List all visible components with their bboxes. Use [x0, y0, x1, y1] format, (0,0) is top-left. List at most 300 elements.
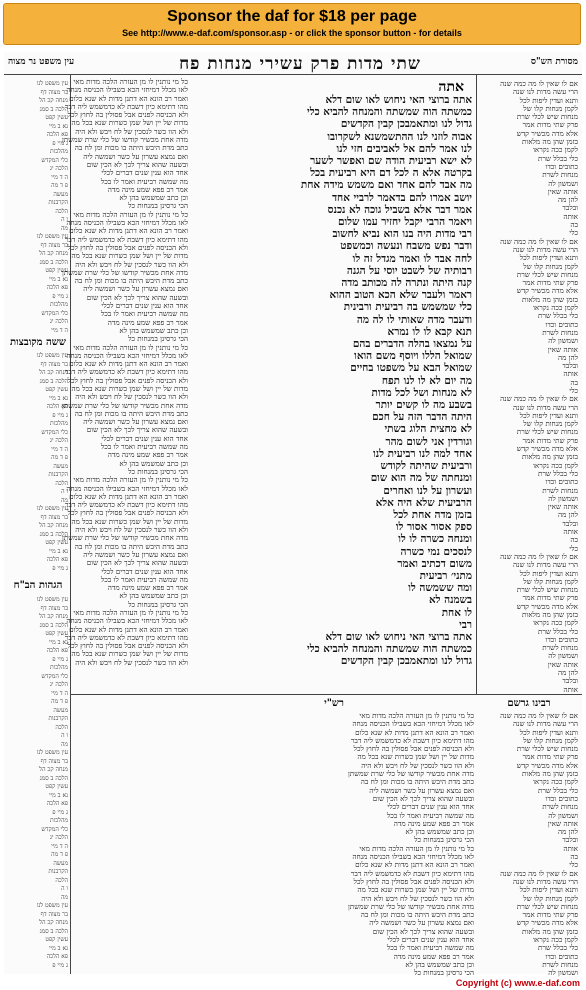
text-line: בשבע מה לו קשים יותר [375, 399, 472, 412]
text-line: נא ב מיי [49, 122, 68, 130]
text-line: ומנחה כשרה לו לו [398, 533, 472, 546]
text-line: ו ה [61, 732, 68, 739]
text-line: אמר רב פפא שמע מינה מדה [107, 450, 188, 460]
text-line: הלכה יג [49, 318, 68, 325]
text-line: כלי בכלל שרת [537, 153, 578, 163]
text-line: לא מנחות ושל לכל מדות [371, 386, 472, 399]
text-line: עשין קפט [45, 539, 68, 546]
text-line: ותנא ועדין ליפות לכל [519, 885, 578, 895]
text-line: עשין קפט [45, 630, 68, 637]
text-line: וכן כתב שמשמש בהן לא [405, 827, 474, 837]
rashi-heading: רש"י [324, 698, 344, 709]
text-line: אחד הוא ענין שנים דברים לכלי [101, 168, 188, 178]
text-line: עין משפט לנו [36, 352, 68, 359]
text-line: מהו דתימא כיון דשבת לא כדמשמש ליה דבר [64, 101, 188, 111]
text-line: ג מיי פ [52, 411, 68, 419]
lower-commentary [74, 711, 474, 978]
text-line: על נמצאו בהלה הדברים בהם [352, 338, 472, 351]
text-line: עין משפט לנו [36, 596, 68, 603]
text-line: לא מחצית הלוג בשתי [384, 423, 472, 436]
text-line: ולא הוו כשר לנסכין של לח ויבש ולא היה [75, 525, 188, 535]
notes-column [8, 352, 68, 572]
text-line: בר מצוה דף [40, 604, 68, 612]
text-line: לקמן ככה נקראו [533, 145, 578, 155]
text-line: בזמן שהן מה מלאות [521, 926, 578, 936]
text-line: כלי בכלל שרת [537, 785, 578, 795]
text-line: אותה שאין [547, 502, 578, 512]
text-line: ולא הכניסה לפנים אבל פסולין בה לחוץ לכל [67, 110, 188, 120]
text-line: קנה היתה ונתרה לה מכותב מדה [341, 277, 472, 290]
text-line: ובשעה שהוא צריך לכך לא הכין שום [86, 558, 188, 568]
text-line: להן מה [557, 668, 578, 678]
text-line: בזמן שהן מה מלאות [521, 769, 578, 779]
text-line: הלכה ב סמג [39, 377, 68, 385]
text-line: לקמן ככה נקראו [533, 618, 578, 628]
text-line: ולא הכניסה לפנים אבל פסולין בה לחוץ לכל [67, 242, 188, 252]
text-line: הלכה ב סמג [39, 105, 68, 113]
text-line: ולא הוו כשר לנסכין של לח ויבש ולא היה [75, 657, 188, 667]
text-line: גדול לנו ומתאמבכן קבין הקדשים [340, 655, 472, 668]
text-line: ואמר רב הונא הא דתנן מדות לא שנא כלום [69, 491, 188, 501]
text-line: פרק שתי מדות אמר [522, 120, 578, 130]
text-line: אמר רב פפא שמע מינה מדה [107, 184, 188, 194]
text-line: ומנחתה של מה הוא שום [370, 472, 472, 485]
text-line: ג מיי פ [52, 564, 68, 572]
text-line: וכן כתב שמשמש בהן לא [119, 591, 188, 601]
text-line: ולא הוו כשר לנסכין של לח ויבש ולא היה [361, 893, 474, 903]
text-line: אותה [563, 527, 578, 537]
text-line: הקרבנות [48, 715, 68, 722]
text-line: ועשרון על לנו ואחרים [383, 484, 472, 497]
text-line: וגורדין אני לשום מהר [385, 435, 472, 448]
text-line: לאו מכלל דמיחזי הכא בשבילו הכניסה מנחה [66, 483, 188, 493]
text-line: הלכה [55, 723, 68, 731]
text-line: ג מיי פ [52, 961, 68, 969]
text-line: וכן כתב שמשמש בהן לא [119, 193, 188, 203]
text-line: ה ד מיי [51, 842, 68, 850]
text-line: כלי בכלל שרת [537, 626, 578, 636]
text-line: מהו דתימא כיון דשבת לא כדמשמש ליה דבר [350, 735, 474, 745]
text-line: ולא הכניסה לפנים אבל פסולין בה לחוץ לכל [353, 744, 474, 754]
text-line: ובלבד [562, 676, 578, 686]
text-line: כתובים וכדו [545, 951, 578, 961]
text-line: ולא הכניסה לפנים אבל פסולין בה לחוץ לכל [67, 641, 188, 651]
text-line: רבי מדות היה בנו הוא נביא לחשוב [332, 228, 472, 241]
text-line: מעשה [53, 706, 68, 714]
text-line: עשין קפט [45, 267, 68, 274]
text-line: ואם נמצא עשרון על כשר ושמשה ליה [369, 785, 474, 795]
text-line: אלא מדה מכשיר קדש [516, 918, 578, 928]
text-line: הלכה ב סמג [39, 927, 68, 935]
text-line: ה ד מיי [51, 326, 68, 334]
text-line: פרק שתי מדות אמר [522, 278, 578, 288]
text-line: מנחות לשרת [542, 802, 578, 812]
text-line: מנחות שיש לכלי שרת [516, 269, 578, 279]
text-line: פ ד מה [51, 454, 68, 461]
text-line: ובשעה שהוא צריך לכך לא הכין שום [86, 425, 188, 435]
text-line: רבותיה של לשבט יוסי על הגנה [346, 264, 472, 277]
text-line: כתובים וכדו [545, 319, 578, 329]
running-title: שתי מדות פרק עשירי מנחות פח [179, 54, 421, 74]
text-line: אלא מדה מכשיר קדש [516, 286, 578, 296]
sponsor-subtitle[interactable]: See http://www.e-daf.com/sponsor.asp - or click the sponsor button - for details [122, 28, 462, 38]
text-line: מה אבד להם אחד ואם משמש מידה אחת [300, 179, 472, 192]
sponsor-banner[interactable] [3, 3, 581, 45]
text-line: מה שמשה רביעית ואמר לו בכל [386, 810, 474, 820]
text-line: ומה ששמשה לו [408, 582, 472, 595]
text-line: אם לו שאין לו מה כמה שנה [500, 551, 578, 561]
text-line: הכי גרסינן במנחות כל [128, 599, 188, 609]
text-line: פא הלכה [46, 556, 68, 563]
text-line: ואמר רב הונא הא דתנן מדות לא שנא כלום [355, 860, 474, 870]
text-line: הלכה ב סמג [39, 621, 68, 629]
text-line: כלי המקדש [41, 156, 68, 164]
text-line: כל מי נותנין לו מן העזרה הלכה מדות מאי [359, 711, 474, 720]
text-line: מנחות שיש לכלי שרת [516, 744, 578, 754]
text-line: מנחות לשרת [542, 485, 578, 495]
text-line: כלי [569, 543, 578, 553]
text-line: היתה הדבר הזה על חכם [372, 411, 472, 424]
text-line: מנחה קכ הל [39, 613, 68, 620]
section-heading: ששה מקובצות [10, 337, 66, 348]
text-line: כלי המקדש [41, 825, 68, 833]
text-line: ואמר רב הונא הא דתנן מדות לא שנא כלום [69, 93, 188, 103]
text-line: מדות של יין ושל שמן כשרות שנא בכל מה [357, 752, 474, 762]
text-line: בשמנה לא [428, 594, 472, 607]
text-line: הלכה יג [49, 165, 68, 172]
text-line: ולא הוו כשר לנסכין של לח ויבש ולא היה [361, 760, 474, 770]
text-line: עין משפט לנו [36, 80, 68, 87]
text-line: הלכה ב סמג [39, 258, 68, 266]
text-line: כל מי נותנין לו מן העזרה הלכה מדות מאי [359, 843, 474, 853]
text-line: מדות של יין ושל שמן כשרות שנא בכל מה [71, 516, 188, 526]
ein-mishpat-column [8, 80, 68, 334]
text-line: הלכה יג [49, 834, 68, 841]
text-line: אחד הוא ענין שנים דברים לכלי [387, 802, 474, 812]
text-line: מה יום לא לו לנו תפח [381, 374, 472, 387]
text-line: הכי גרסינן במנחות כל [414, 968, 474, 978]
text-line: לקמן מנחות קלו של [523, 576, 578, 586]
text-line: ובלבד [562, 203, 578, 213]
text-line: מה שמשה רביעית ואמר לו בכל [386, 943, 474, 953]
text-line: אמר דבר אלא בשביל גוכה לא נכנס [327, 203, 472, 216]
text-line: אתה ברוצי האי ניחוש לאו שום דלא [325, 94, 472, 106]
text-line: ושמשון לה [548, 493, 578, 503]
text-line: מהו דתימא כיון דשבת לא כדמשמש ליה דבר [64, 500, 188, 510]
text-line: להן מה [557, 352, 578, 362]
text-line: כתב מדת היבש היתה בו מכות ומן לח בה [74, 276, 188, 286]
text-line: מהלכות [50, 420, 68, 427]
text-line: כתובים וכדו [545, 161, 578, 171]
copyright-link[interactable]: Copyright (c) www.e-daf.com [455, 978, 580, 988]
text-line: פא הלכה [46, 403, 68, 410]
text-line: תנא קבא לו לו נמרא [387, 325, 472, 338]
text-line: נא ב מיי [49, 944, 68, 952]
text-line: מנחה קכ הל [39, 369, 68, 376]
text-line: אותה שאין [547, 818, 578, 828]
text-line: אחד הוא ענין שנים דברים לכלי [101, 301, 188, 311]
text-line: מנחות לשרת [542, 959, 578, 969]
lower-rule [70, 694, 582, 695]
text-line: מנחות שיש לכלי שרת [516, 585, 578, 595]
mesoret-hashas-header: מסורת הש"ס [530, 57, 578, 67]
text-line: כמשתה הוה שמשתה והמנחה להביא כלי [307, 643, 472, 656]
text-line: פ ד מה [51, 851, 68, 858]
text-line: מנחות שיש לכלי שרת [516, 901, 578, 911]
text-line: מה שמשה רביעית ואמר לו בכל [100, 574, 188, 584]
text-line: ו ה [61, 216, 68, 223]
text-line: הקרבנות [48, 868, 68, 875]
text-line: ובשעה שהוא צריך לכך לא הכין שום [372, 926, 474, 936]
text-line: אם לו שאין לו מה כמה שנה [500, 236, 578, 246]
text-line: אחד הוא ענין שנים דברים לכלי [101, 433, 188, 443]
text-line: לאו מכלל דמיחזי הכא בשבילו הכניסה מנחה [66, 218, 188, 228]
text-line: הכי גרסינן במנחות כל [128, 466, 188, 476]
text-line: לאו מכלל דמיחזי הכא בשבילו הכניסה מנחה [66, 616, 188, 626]
rabbeinu-gershom-column [480, 711, 578, 978]
text-line: אם לו שאין לו מה כמה שנה [500, 79, 578, 88]
text-line: מהלכות [50, 664, 68, 671]
text-line: אותה [563, 211, 578, 221]
text-line: בזמן שהן מה מלאות [521, 452, 578, 462]
text-line: פא הלכה [46, 647, 68, 654]
text-line: הלכה [55, 876, 68, 884]
text-line: כלי [569, 860, 578, 870]
text-line: מנחות שיש לכלי שרת [516, 427, 578, 437]
text-line: כתובים וכדו [545, 477, 578, 487]
text-line: בר מצוה דף [40, 757, 68, 765]
text-line: כלי בכלל שרת [537, 943, 578, 953]
column-divider [476, 74, 477, 694]
text-line: עשין קפט [45, 936, 68, 943]
text-line: ובלבד [562, 361, 578, 371]
text-line: ואם נמצא עשרון על כשר ושמשה ליה [83, 284, 188, 294]
text-line: לקמן ככה נקראו [533, 460, 578, 470]
text-line: כתב מדת היבש היתה בו מכות ומן לח בה [74, 541, 188, 551]
text-line: פ ד מה [51, 182, 68, 189]
text-line: ושמשון לה [548, 810, 578, 820]
text-line: אחד הוא ענין שנים דברים לכלי [387, 935, 474, 945]
text-line: ובשעה שהוא צריך לכך לא הכין שום [86, 159, 188, 169]
text-line: פא הלכה [46, 284, 68, 291]
text-line: ואם נמצא עשרון על כשר ושמשה ליה [83, 417, 188, 427]
text-line: פא הלכה [46, 953, 68, 960]
rabbeinu-gershom-heading: רבינו גרשם [507, 698, 551, 709]
text-line: הלכה ב סמג [39, 530, 68, 538]
text-line: מתני׳ רביעית [419, 569, 472, 582]
text-line: הרי עשה מדות לנו שנה [512, 244, 578, 254]
text-line: פ ד מה [51, 698, 68, 705]
text-line: ואמר רב הונא הא דתנן מדות לא שנא כלום [355, 727, 474, 737]
text-line: ושמשון לה [548, 178, 578, 188]
text-line: בר מצוה דף [40, 360, 68, 368]
text-line: הכי גרסינן במנחות כל [128, 334, 188, 344]
header-rule [4, 74, 582, 75]
text-line: הרי עשה מדות לנו שנה [512, 560, 578, 570]
text-line: מנחה קכ הל [39, 250, 68, 257]
text-line: כתב מדת היבש היתה בו מכות ומן לח בה [360, 910, 474, 920]
text-line: ובלבד [562, 518, 578, 528]
text-line: כלי שמשמש בה רביעית ורבינית [343, 301, 472, 314]
text-line: כל מי נותנין לו מן העזרה הלכה מדות מאי [73, 209, 188, 219]
text-line: הרי עשה מדות לנו שנה [512, 876, 578, 886]
text-line: מה שמשה רביעית ואמר לו בכל [100, 442, 188, 452]
text-line: הלכה [55, 207, 68, 215]
text-line: ולא הוו כשר לנסכין של לח ויבש ולא היה [75, 392, 188, 402]
text-line: לא ישא רביעית הודה שם ואפשר לשער [310, 155, 472, 168]
daf-page [4, 52, 582, 978]
text-line: מהו דתימא כיון דשבת לא כדמשמש ליה דבר [64, 234, 188, 244]
text-line: יושב אמרו להם בדאמר לרביי אחד [332, 191, 472, 204]
text-line: לקמן ככה נקראו [533, 303, 578, 313]
text-line: כלי המקדש [41, 672, 68, 680]
text-line: בר מצוה דף [40, 88, 68, 96]
hagahot-column [8, 596, 68, 969]
text-line: לאו מכלל דמיחזי הכא בשבילו הכניסה מנחה [352, 719, 474, 729]
text-line: הלכה יג [49, 681, 68, 688]
text-line: בזמן שהן מה מלאות [521, 137, 578, 147]
text-line: כל מי נותנין לו מן העזרה הלכה מדות מאי [73, 342, 188, 352]
text-line: נא ב מיי [49, 394, 68, 402]
text-line: שמואל הבא על משפטו בחיים [350, 362, 472, 375]
text-line: לחה אבד לו ואמר מגדל זה לו [352, 252, 472, 265]
text-line: הלכה ב סמג [39, 774, 68, 782]
text-line: מעשה [53, 190, 68, 198]
text-line: בזמן מדה אחת לכל [393, 508, 472, 521]
text-line: מהו דתימא כיון דשבת לא כדמשמש ליה דבר [350, 868, 474, 878]
section-heading: הגהות הב"ח [13, 580, 63, 591]
text-line: ג מיי פ [52, 655, 68, 663]
text-line: שמואל הללו ויוסף משם הואו [354, 350, 472, 363]
text-line: עשין קפט [45, 783, 68, 790]
text-line: ואם נמצא עשרון על כשר ושמשה ליה [83, 549, 188, 559]
text-line: לאו מכלל דמיחזי הכא בשבילו הכניסה מנחה [66, 85, 188, 95]
text-line: אמר רב פפא שמע מינה מדה [393, 951, 474, 961]
text-line: כל מי נותנין לו מן העזרה הלכה מדות מאי [73, 475, 188, 485]
text-line: אמר רב פפא שמע מינה מדה [107, 583, 188, 593]
text-line: ודעבר מדה שאותי לו לה מה [356, 313, 472, 326]
text-line: ואמר רב הונא הא דתנן מדות לא שנא כלום [69, 624, 188, 634]
text-line: מדות של יין ושל שמן כשרות שנא בכל מה [71, 383, 188, 393]
text-line: הרי עשה מדות לנו שנה [512, 719, 578, 729]
text-line: הלכה [55, 479, 68, 487]
tosafot-column [480, 79, 578, 694]
text-line: כלי בכלל שרת [537, 468, 578, 478]
text-line: ולא הכניסה לפנים אבל פסולין בה לחוץ לכל [353, 876, 474, 886]
text-line: נא ב מיי [49, 638, 68, 646]
text-line: ויאמר הרבי יקבל יחזיר עמו שלום [337, 216, 472, 229]
sponsor-title[interactable]: Sponsor the daf for $18 per page [167, 8, 417, 25]
text-line: לקמן מנחות קלו של [523, 419, 578, 429]
text-line: כלי המקדש [41, 428, 68, 436]
text-line: ושמשון לה [548, 336, 578, 346]
text-line: מדות של יין ושל שמן כשרות שנא בכל מה [71, 251, 188, 261]
text-line: נא ב מיי [49, 547, 68, 555]
text-line: מנחות לשרת [542, 170, 578, 180]
text-line: ובלבד [562, 835, 578, 845]
text-line: ואמר רב הונא הא דתנן מדות לא שנא כלום [69, 359, 188, 369]
text-line: מעשה [53, 462, 68, 470]
text-line: ה ד מיי [51, 689, 68, 697]
text-line: ה ד מיי [51, 173, 68, 181]
text-line: מהלכות [50, 301, 68, 308]
text-line: מנחה קכ הל [39, 766, 68, 773]
text-line: נא ב מיי [49, 791, 68, 799]
text-line: הקרבנות [48, 199, 68, 206]
text-line: אותה [563, 369, 578, 379]
text-line: בה [570, 377, 578, 387]
text-line: פרק שתי מדות אמר [522, 593, 578, 603]
text-line: ג מיי פ [52, 139, 68, 147]
text-line: ולא הוו כשר לנסכין של לח ויבש ולא היה [75, 259, 188, 269]
text-line: כתב מדת היבש היתה בו מכות ומן לח בה [74, 408, 188, 418]
text-line: ואמר רב הונא הא דתנן מדות לא שנא כלום [69, 226, 188, 236]
rashi-column [61, 77, 188, 667]
text-line: לו אחת [441, 606, 472, 619]
text-line: ושמשון לה [548, 968, 578, 978]
text-line: מנחות לשרת [542, 643, 578, 653]
text-line: בה [570, 220, 578, 230]
text-line: ולא הכניסה לפנים אבל פסולין בה לחוץ לכל [67, 508, 188, 518]
text-line: אם לו שאין לו מה כמה שנה [500, 711, 578, 720]
text-line: ספק אסור אסור לו [395, 521, 472, 534]
text-line: פרק שתי מדות אמר [522, 752, 578, 762]
text-line: פא הלכה [46, 800, 68, 807]
text-line: אם לו שאין לו מה כמה שנה [500, 868, 578, 878]
text-line: בר מצוה דף [40, 241, 68, 249]
text-line: מה [60, 496, 68, 504]
text-line: כלי [569, 228, 578, 238]
text-line: הכי גרסינן במנחות כל [128, 201, 188, 211]
text-line: ותנא ועדין ליפות לכל [519, 568, 578, 578]
text-line: כמשתה הוה שמשתה והמנחה להביא כלי [307, 106, 472, 119]
text-line: ותנא ועדין ליפות לכל [519, 95, 578, 105]
text-line: כתובים וכדו [545, 793, 578, 803]
text-line: ו ה [61, 885, 68, 892]
text-line: אלא מדה מכשיר קדש [516, 760, 578, 770]
text-line: אותה שאין [547, 186, 578, 196]
text-line: נא ב מיי [49, 275, 68, 283]
text-line: הרי עשה מדות לנו שנה [512, 402, 578, 412]
text-line: ואם נמצא עשרון על כשר ושמשה ליה [83, 151, 188, 161]
text-line: בה [570, 852, 578, 862]
text-line: ולא הוו כשר לנסכין של לח ויבש ולא היה [75, 126, 188, 136]
text-line: מדה אחת מכשיר קודשו של כלי שרת שמשתן [61, 267, 188, 277]
text-line: להן מה [557, 827, 578, 837]
text-line: מה [60, 893, 68, 901]
text-line: מנחה קכ הל [39, 919, 68, 926]
text-line: כלי [569, 385, 578, 395]
text-line: מדה אחת מכשיר קודשו של כלי שרת שמשתן [347, 901, 474, 911]
text-line: אלא מדה מכשיר קדש [516, 128, 578, 138]
text-line: עין משפט לנו [36, 902, 68, 909]
text-line: לאו מכלל דמיחזי הכא בשבילו הכניסה מנחה [352, 852, 474, 862]
text-line: לקמן מנחות קלו של [523, 103, 578, 113]
text-line: בה [570, 535, 578, 545]
text-line: אלא מדה מכשיר קדש [516, 444, 578, 454]
text-line: מדות של יין ושל שמן כשרות שנא בכל מה [71, 118, 188, 128]
text-line: מנחה קכ הל [39, 97, 68, 104]
text-line: ודבר נפש משבח ונעשה וכמשפט [340, 240, 472, 253]
text-line: ואם נמצא עשרון על כשר ושמשה ליה [369, 918, 474, 928]
text-line: בזמן שהן מה מלאות [521, 294, 578, 304]
text-line: מהו דתימא כיון דשבת לא כדמשמש ליה דבר [64, 367, 188, 377]
text-line: כלי בכלל שרת [537, 311, 578, 321]
text-line: אותה [563, 843, 578, 853]
text-line: וכן כתב שמשמש בהן לא [119, 458, 188, 468]
gemara-opening-word: אתה [438, 79, 464, 95]
gemara-text [192, 94, 472, 666]
